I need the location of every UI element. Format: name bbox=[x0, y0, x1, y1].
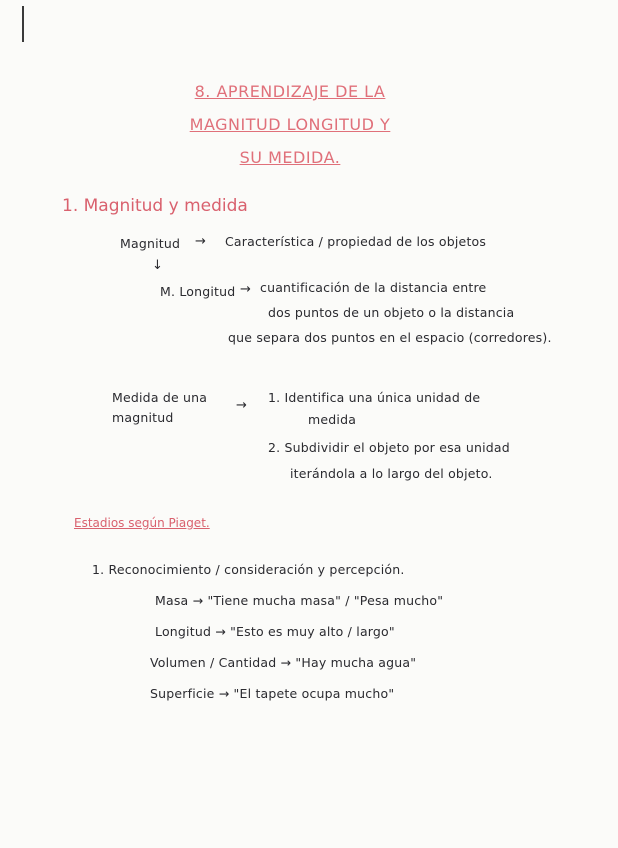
longitud-example: Longitud → "Esto es muy alto / largo" bbox=[155, 624, 395, 639]
longitud-definition-line-1: cuantificación de la distancia entre bbox=[260, 280, 487, 295]
superficie-example: Superficie → "El tapete ocupa mucho" bbox=[150, 686, 395, 701]
arrow-right-icon: → bbox=[240, 282, 251, 297]
masa-example: Masa → "Tiene mucha masa" / "Pesa mucho" bbox=[155, 593, 444, 608]
margin-mark bbox=[22, 6, 24, 42]
step-1-line-2: medida bbox=[308, 412, 357, 427]
section-2-heading: Estadios según Piaget. bbox=[74, 516, 210, 530]
section-1-heading: 1. Magnitud y medida bbox=[62, 196, 248, 216]
medida-term-line-1: Medida de una bbox=[112, 390, 208, 405]
arrow-down-icon: ↓ bbox=[152, 258, 163, 273]
magnitud-term: Magnitud bbox=[120, 236, 181, 251]
volumen-example: Volumen / Cantidad → "Hay mucha agua" bbox=[150, 655, 417, 670]
magnitud-definition: Característica / propiedad de los objetos bbox=[225, 234, 487, 249]
longitud-definition-line-3: que separa dos puntos en el espacio (corredores). bbox=[228, 330, 552, 345]
arrow-right-icon: → bbox=[195, 234, 206, 249]
step-1-line-1: 1. Identifica una única unidad de bbox=[268, 390, 481, 405]
title-line-3: SU MEDIDA. bbox=[239, 148, 341, 167]
arrow-right-icon: → bbox=[236, 398, 247, 413]
step-2-line-2: iterándola a lo largo del objeto. bbox=[290, 466, 493, 481]
longitud-term: M. Longitud bbox=[160, 284, 236, 299]
bleed-through bbox=[430, 28, 434, 42]
medida-term-line-2: magnitud bbox=[112, 410, 174, 425]
step-2-line-1: 2. Subdividir el objeto por esa unidad bbox=[268, 440, 510, 455]
title-line-1: 8. APRENDIZAJE DE LA bbox=[194, 82, 386, 101]
title-line-2: MAGNITUD LONGITUD Y bbox=[189, 115, 391, 134]
stage-1: 1. Reconocimiento / consideración y percepción. bbox=[92, 562, 405, 577]
longitud-definition-line-2: dos puntos de un objeto o la distancia bbox=[268, 305, 515, 320]
